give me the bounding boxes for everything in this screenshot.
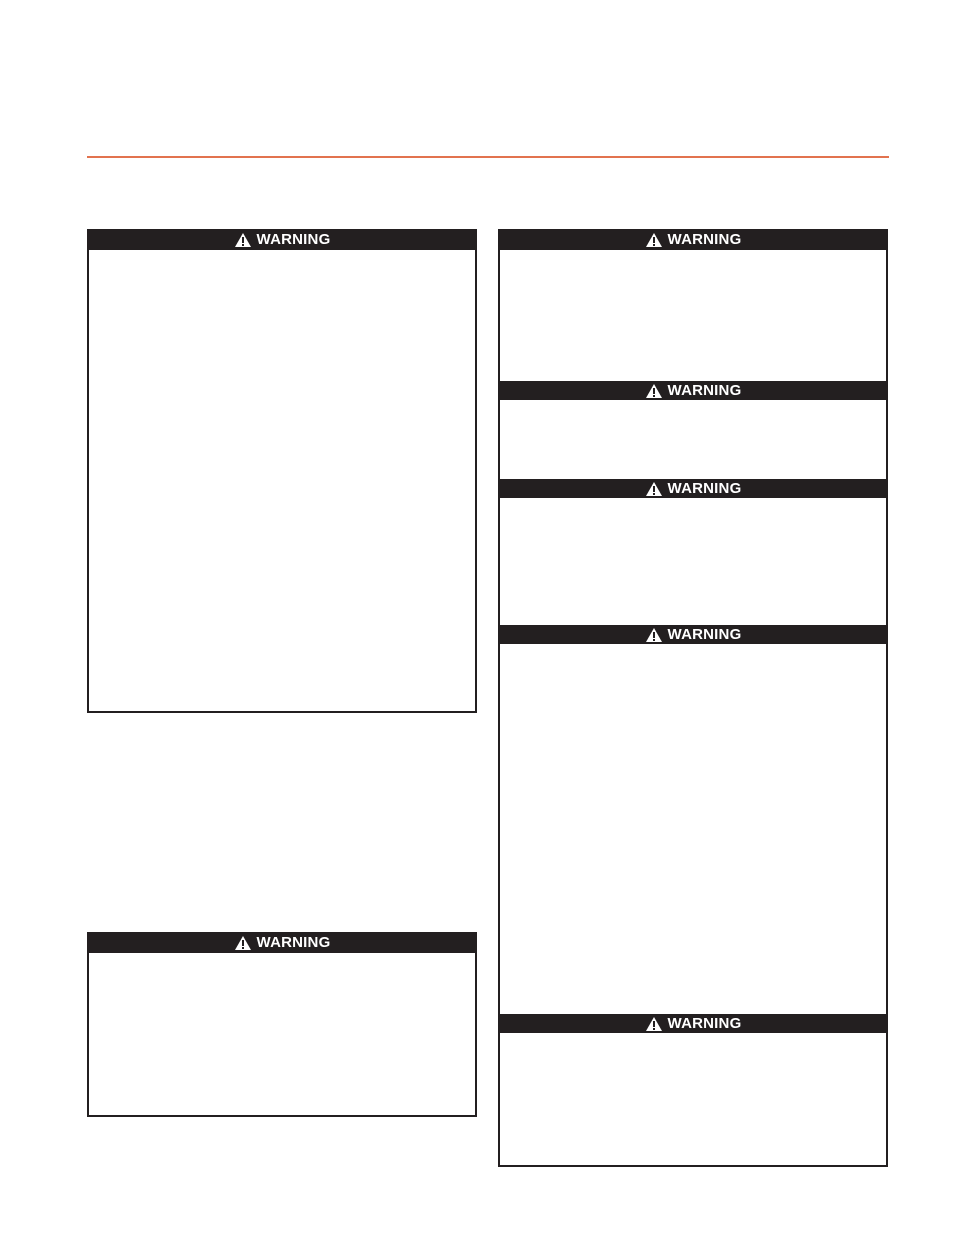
warning-header-label: WARNING — [667, 626, 742, 643]
warning-triangle-icon — [645, 383, 663, 399]
warning-box-left-2 — [87, 932, 477, 1117]
warning-triangle-icon — [234, 935, 252, 951]
section-divider-rule — [87, 156, 889, 158]
warning-header-right-2 — [498, 381, 888, 400]
warning-header-right-4 — [498, 625, 888, 644]
warning-triangle-icon — [645, 232, 663, 248]
warning-header-right-3 — [498, 479, 888, 498]
warning-header-right-1 — [498, 229, 888, 250]
warning-header-left-1 — [87, 229, 477, 250]
warning-header-left-2 — [87, 932, 477, 953]
warning-header-label: WARNING — [667, 382, 742, 399]
warning-triangle-icon — [645, 1016, 663, 1032]
warning-header-label: WARNING — [667, 231, 742, 248]
warning-triangle-icon — [645, 627, 663, 643]
warning-header-label: WARNING — [667, 480, 742, 497]
warning-header-label: WARNING — [256, 231, 331, 248]
warning-triangle-icon — [645, 481, 663, 497]
warning-box-left-1 — [87, 229, 477, 713]
warning-header-label: WARNING — [256, 934, 331, 951]
warning-triangle-icon — [234, 232, 252, 248]
warning-header-label: WARNING — [667, 1015, 742, 1032]
warning-header-right-5 — [498, 1014, 888, 1033]
